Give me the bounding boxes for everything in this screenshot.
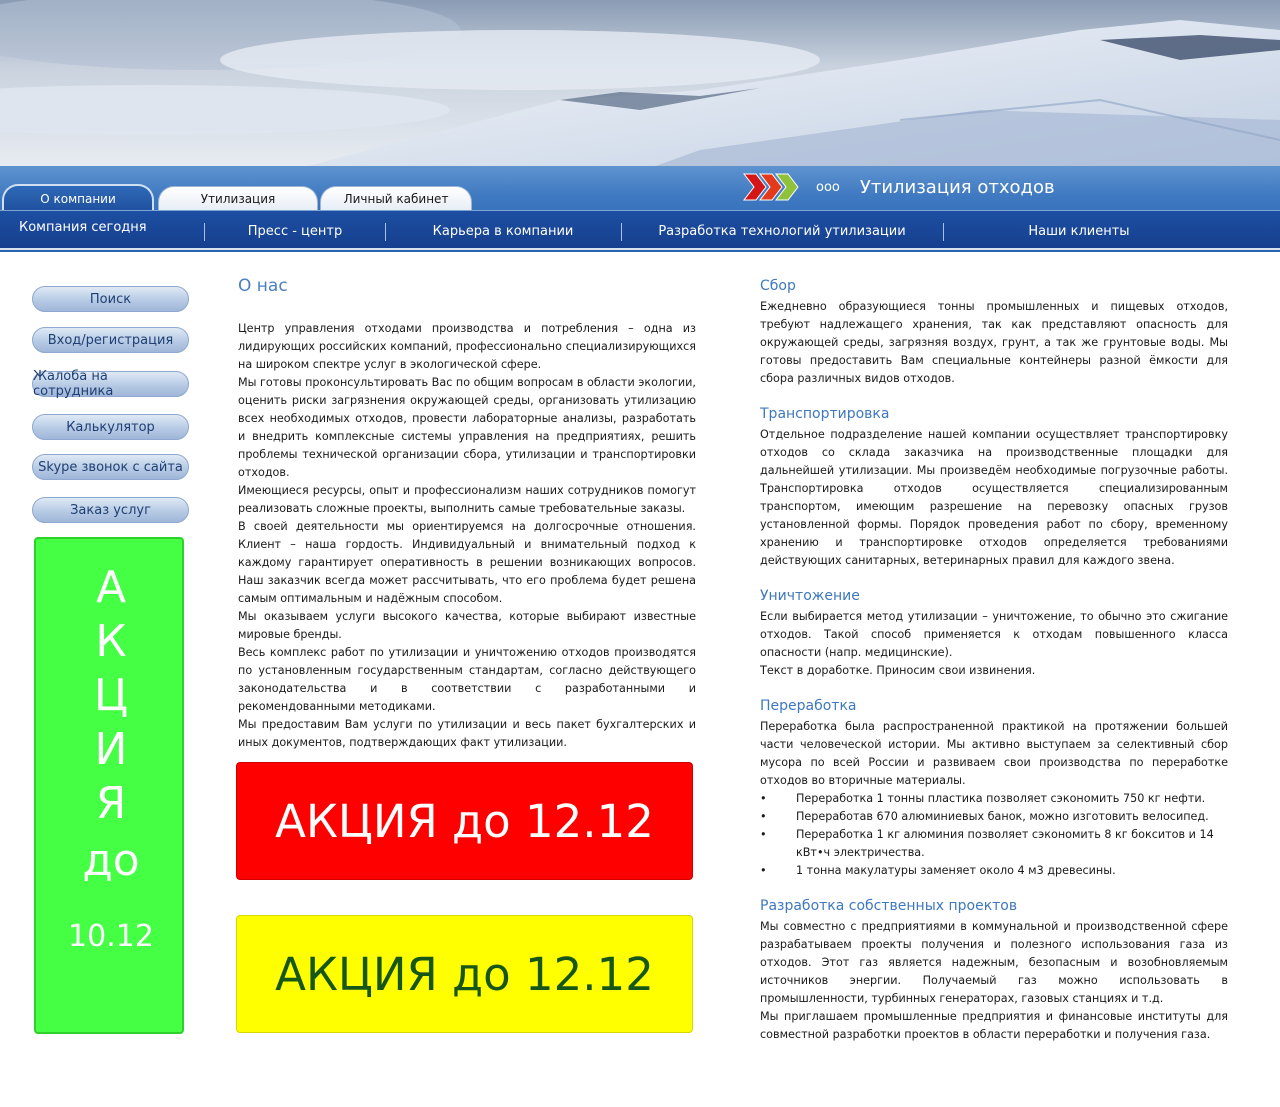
subnav-company-today[interactable]: Компания сегодня (19, 219, 147, 235)
section-text: Мы приглашаем промышленные предприятия и финансовые институты для совместной разработки проектов в области переработки и получения газа. (760, 1010, 1228, 1041)
promo-word-do: до (82, 835, 140, 886)
services-column (760, 276, 1228, 1060)
promo-banner-red[interactable]: АКЦИЯ до 12.12 (236, 762, 693, 880)
sidebar-item-order-services[interactable]: Заказ услуг (32, 497, 189, 523)
sidebar-item-login[interactable]: Вход/регистрация (32, 327, 189, 353)
section-collection (760, 276, 1228, 388)
section-transport (760, 404, 1228, 570)
promo-date: 10.12 (68, 919, 154, 954)
about-paragraph: Мы готовы проконсультировать Вас по общим вопросам в области экологии, оценить риски загрязнения окружающей среды, организовать утилизацию всех необходимых отходов, провести лабораторные анализы, разработать и внедрить комплексные системы управления на предприятиях, решить проблемы технической организации сбора, утилизации и транспортировки отходов. (238, 376, 696, 479)
tab-about-company[interactable]: О компании (2, 184, 154, 212)
section-text: Ежедневно образующиеся тонны промышленных и пищевых отходов, требуют надлежащего хранения, так как представляют опасность для окружающей среды, загрязняя воздух, грунт, а так же грунтовые воды. Мы готовы предоставить Вам специальные контейнеры разной ёмкости для сбора различных видов отходов. (760, 300, 1228, 385)
subnav-press-center[interactable]: Пресс - центр (247, 223, 343, 239)
list-item (760, 862, 1228, 880)
list-item-text: 1 тонна макулатуры заменяет около 4 м3 древесины. (796, 864, 1116, 877)
promo-letter: К (95, 616, 127, 667)
header-banner-image (0, 0, 1280, 168)
promo-vertical-word (36, 561, 186, 831)
section-title: Переработка (760, 698, 857, 714)
list-item-text: Переработка 1 кг алюминия позволяет сэкономить 8 кг бокситов и 14 кВт•ч электричества. (796, 828, 1214, 859)
section-text: Мы совместно с предприятиями в коммунальной и производственной сфере разрабатываем проекты получения и полезного использования газа из отходов. Этот газ является надежным, безопасным и возобновляемым источников энергии. Получаемый газ можно использовать в промышленности, турбинных генераторах, газовых станциях и т.д. (760, 920, 1228, 1005)
tab-personal-account[interactable]: Личный кабинет (320, 186, 472, 210)
section-recycling (760, 696, 1228, 880)
company-prefix: ooo (816, 179, 840, 195)
bullet-icon: • (760, 864, 767, 877)
sidebar-item-skype-call[interactable]: Skype звонок с сайта (32, 454, 189, 480)
section-text: Отдельное подразделение нашей компании осуществляет транспортировку отходов со склада заказчика на производственные площадки для дальнейшей утилизации. Мы произведём необходимые погрузочные работы. Транспортировка отходов осуществляется специализированным транспортом, имеющим разрешение на перевозку опасных грузов установленной формы. Порядок проведения работ по сбору, временному хранению и транспортировке отходов определяется требованиями действующих санитарных, ветеринарных правил для каждого звена. (760, 428, 1228, 567)
site-title: Утилизация отходов (859, 176, 1055, 198)
about-paragraph: В своей деятельности мы ориентируемся на долгосрочные отношения. Клиент – наша гордость. Индивидуальный и внимательный подход к каждому гарантирует оперативность в решении возникающих вопросов. Наш заказчик всегда может рассчитывать, что его проблема будет решена самым оптимальным и надёжным способом. (238, 520, 696, 605)
section-title: Транспортировка (760, 406, 890, 422)
promo-letter: И (94, 724, 128, 775)
promo-banner-yellow[interactable]: АКЦИЯ до 12.12 (236, 915, 693, 1033)
list-item (760, 826, 1228, 862)
promo-banner-vertical[interactable] (34, 537, 184, 1034)
section-destruction (760, 586, 1228, 680)
recycling-facts-list (760, 790, 1228, 880)
about-paragraph: Мы оказываем услуги высокого качества, которые выбирают известные мировые бренды. (238, 610, 696, 641)
about-paragraph: Весь комплекс работ по утилизации и уничтожению отходов производятся по установленным государственным стандартам, согласно действующего законодательства и в соответствии с разработанными и рекомендованными методиками. (238, 646, 696, 713)
bullet-icon: • (760, 792, 767, 805)
chevron-arrows-logo-icon (742, 172, 800, 202)
sidebar-item-search[interactable]: Поиск (32, 286, 189, 312)
about-paragraph: Имеющиеся ресурсы, опыт и профессионализм наших сотрудников помогут реализовать сложные проекты, выполнить самые требовательные заказы. (238, 484, 696, 515)
section-text: Если выбирается метод утилизации – уничтожение, то обычно это сжигание отходов. Такой способ применяется к отходам повышенного класса опасности (напр. медицинские). (760, 610, 1228, 659)
sidebar-item-calculator[interactable]: Калькулятор (32, 414, 189, 440)
list-item (760, 790, 1228, 808)
section-title: Сбор (760, 278, 796, 294)
bullet-icon: • (760, 810, 767, 823)
main-navigation (0, 166, 1280, 252)
promo-letter: Я (95, 778, 127, 829)
section-text: Переработка была распространенной практикой на протяжении большей части человеческой истории. Мы активно выступаем за селективный сбор мусора по всей России и развиваем свои производства по переработке отходов во вторичные материалы. (760, 720, 1228, 787)
about-title: О нас (238, 276, 288, 296)
about-section (238, 276, 696, 752)
subnav-career[interactable]: Карьера в компании (432, 223, 574, 239)
promo-letter: А (95, 562, 127, 613)
about-paragraph: Центр управления отходами производства и потребления – одна из лидирующих российских компаний, профессионально специализирующихся на широком спектре услуг в экологической сфере. (238, 322, 696, 371)
about-paragraph: Мы предоставим Вам услуги по утилизации и весь пакет бухгалтерских и иных документов, подтверждающих факт утилизации. (238, 718, 696, 749)
section-title: Разработка собственных проектов (760, 898, 1018, 914)
subnav-our-clients[interactable]: Наши клиенты (1028, 223, 1130, 239)
tab-row (0, 166, 1280, 210)
tab-utilization[interactable]: Утилизация (158, 186, 318, 210)
sidebar-item-complaint[interactable]: Жалоба на сотрудника (32, 371, 189, 397)
list-item-text: Переработка 1 тонны пластика позволяет сэкономить 750 кг нефти. (796, 792, 1206, 805)
subnav-tech-development[interactable]: Разработка технологий утилизации (658, 223, 906, 239)
section-title: Уничтожение (760, 588, 860, 604)
site-brand[interactable] (742, 172, 1055, 202)
bullet-icon: • (760, 828, 767, 841)
section-note: Текст в доработке. Приносим свои извинения. (760, 664, 1036, 677)
list-item (760, 808, 1228, 826)
promo-letter: Ц (93, 670, 129, 721)
subnav-bar (0, 210, 1280, 250)
list-item-text: Переработав 670 алюминиевых банок, можно изготовить велосипед. (796, 810, 1209, 823)
section-projects (760, 896, 1228, 1044)
